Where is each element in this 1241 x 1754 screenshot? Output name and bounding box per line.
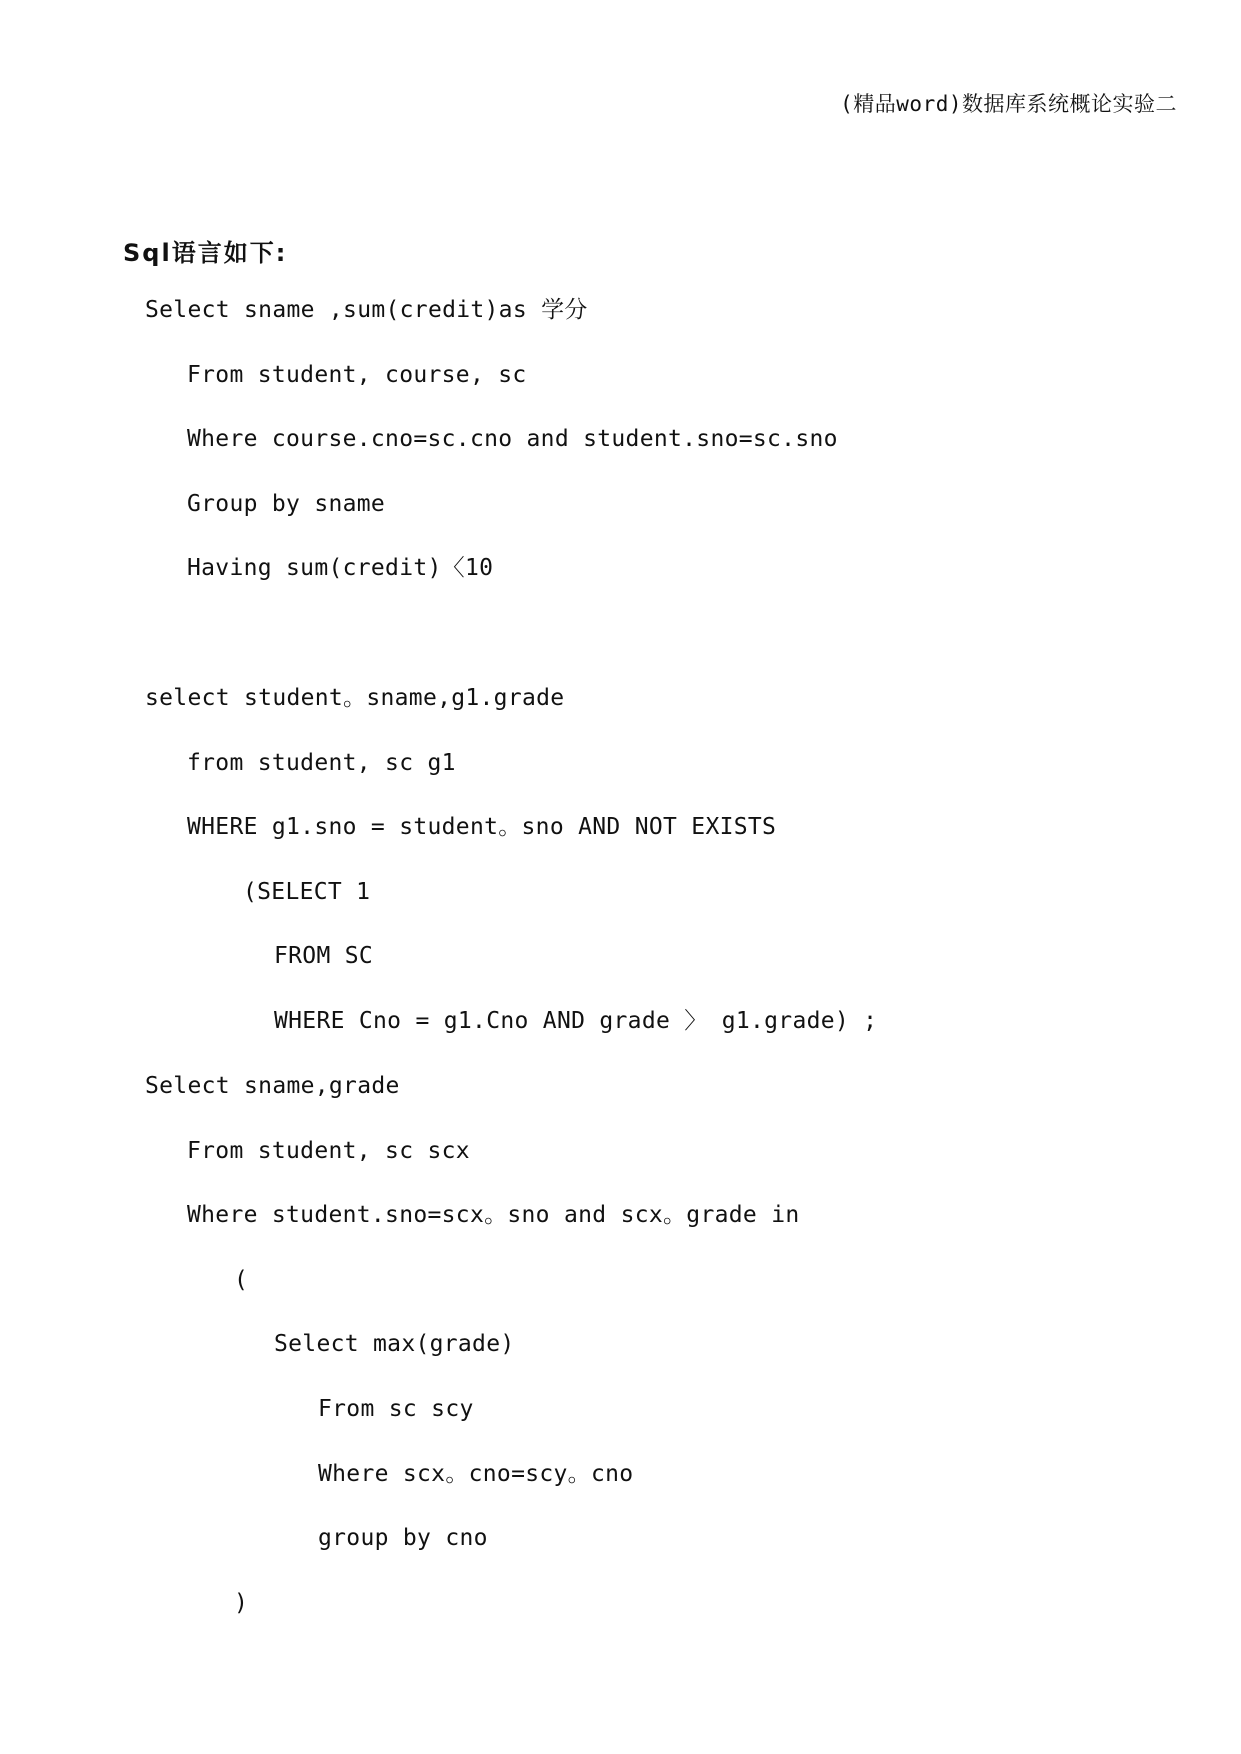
code-line: Having sum(credit)〈10 <box>187 555 494 581</box>
code-line: Select max(grade) <box>274 1331 515 1357</box>
code-line: ( <box>234 1267 249 1293</box>
code-line: Group by sname <box>187 491 386 517</box>
code-line: (SELECT 1 <box>243 879 371 905</box>
code-line: Where student.sno=scx。sno and scx。grade in <box>187 1202 800 1228</box>
code-line: Select sname ,sum(credit)as 学分 <box>145 297 588 323</box>
code-line: From sc scy <box>318 1396 474 1422</box>
code-line: Select sname,grade <box>145 1073 400 1099</box>
code-line: Where scx。cno=scy。cno <box>318 1461 634 1487</box>
code-line: from student, sc g1 <box>187 750 456 776</box>
page-header: (精品word)数据库系统概论实验二 <box>840 92 1177 116</box>
code-line: WHERE g1.sno = student。sno AND NOT EXISTS <box>187 814 777 840</box>
code-line: Where course.cno=sc.cno and student.sno=sc.sno <box>187 426 838 452</box>
code-line: WHERE Cno = g1.Cno AND grade 〉 g1.grade) ; <box>274 1008 878 1034</box>
code-line: From student, sc scx <box>187 1138 470 1164</box>
section-title: Sql语言如下: <box>123 239 288 267</box>
code-line: group by cno <box>318 1525 488 1551</box>
code-line: From student, course, sc <box>187 362 527 388</box>
code-line: ) <box>234 1590 249 1616</box>
code-line: FROM SC <box>274 943 374 969</box>
code-line: select student。sname,g1.grade <box>145 685 565 711</box>
